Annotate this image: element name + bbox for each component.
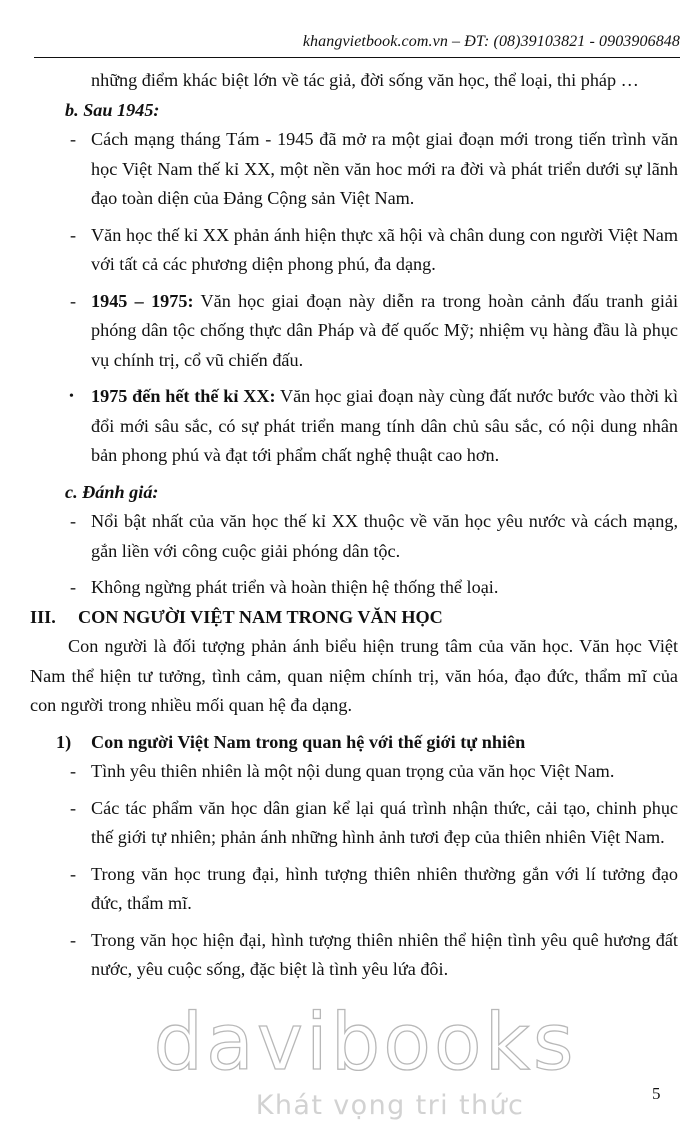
- list-item: [30, 926, 678, 985]
- item-text: Văn học thế kỉ XX phản ánh hiện thực xã hội và chân dung con người Việt Nam với tất cả các phương diện phong phú, đa dạng.: [91, 224, 678, 274]
- period-label: 1975 đến hết thế kỉ XX:: [91, 386, 276, 406]
- continuation-paragraph: những điểm khác biệt lớn về tác giả, đời sống văn học, thể loại, thi pháp …: [91, 70, 639, 90]
- subsection-heading: [30, 728, 678, 758]
- page-header: khangvietbook.com.vn – ĐT: (08)39103821 - 0903906848: [302, 33, 680, 50]
- dash-marker: -: [70, 797, 77, 818]
- item-text: Trong văn học trung đại, hình tượng thiên nhiên thường gắn với lí tưởng đạo đức, thẩm mĩ.: [91, 863, 678, 913]
- dash-marker: -: [70, 863, 77, 884]
- list-item: [30, 125, 678, 214]
- watermark-logo: davibooks: [153, 998, 577, 1088]
- page-number: 5: [652, 1084, 661, 1103]
- watermark-slogan: Khát vọng tri thức: [255, 1090, 525, 1121]
- section-c-heading: c. Đánh giá:: [65, 481, 159, 502]
- dash-marker: -: [70, 511, 77, 531]
- period-label: 1945 – 1975:: [91, 290, 194, 311]
- item-text: Trong văn học hiện đại, hình tượng thiên nhiên thể hiện tình yêu quê hương đất nước, yêu cuộc sống, đặc biệt là tình yêu lứa đôi.: [91, 929, 678, 979]
- item-text: Văn học giai đoạn này cùng đất nước bước vào thời kì đổi mới sâu sắc, có sự phát triển mang tính dân chủ sâu sắc, có nội dung nhân bản phong phú và đạt tới phẩm chất nghệ thuật cao hơn.: [91, 386, 678, 465]
- section-number: III.: [30, 606, 56, 627]
- subsection-number: 1): [56, 731, 72, 752]
- list-item: [30, 757, 678, 787]
- dash-marker: -: [70, 224, 77, 245]
- item-text: Cách mạng tháng Tám - 1945 đã mở ra một giai đoạn mới trong tiến trình văn học Việt Nam thế kỉ XX, một nền văn hoc mới ra đời và phát triển dưới sự lãnh đạo toàn diện của Đảng Cộng sản Việt Nam.: [91, 129, 678, 208]
- dash-marker: -: [70, 577, 77, 597]
- dash-marker: -: [70, 129, 77, 149]
- dash-marker: -: [70, 761, 77, 781]
- section-b-heading: b. Sau 1945:: [65, 99, 160, 120]
- intro-paragraph: Con người là đối tượng phản ánh biểu hiện trung tâm của văn học. Văn học Việt Nam thể hiện tư tưởng, tình cảm, quan niệm chính trị, văn hóa, đạo đức, thẩm mĩ của con người trong nhiều mối quan hệ đa dạng.: [30, 636, 678, 715]
- item-text: Văn học giai đoạn này diễn ra trong hoàn cảnh đấu tranh giải phóng dân tộc chống thực dân Pháp và đế quốc Mỹ; nhiệm vụ hàng đầu là phục vụ chính trị, cổ vũ chiến đấu.: [91, 290, 678, 370]
- list-item: [30, 507, 678, 566]
- list-item: [30, 221, 678, 280]
- item-text: Tình yêu thiên nhiên là một nội dung quan trọng của văn học Việt Nam.: [91, 761, 615, 781]
- section-title: CON NGƯỜI VIỆT NAM TRONG VĂN HỌC: [78, 606, 443, 627]
- list-item: [30, 860, 678, 919]
- item-text: Nổi bật nhất của văn học thế kỉ XX thuộc về văn học yêu nước và cách mạng, gắn liền với công cuộc giải phóng dân tộc.: [91, 511, 678, 561]
- page-content: [30, 66, 678, 985]
- list-item: [30, 382, 678, 471]
- list-item: [30, 573, 678, 603]
- bullet-marker: •: [69, 389, 74, 404]
- dash-marker: -: [70, 290, 77, 311]
- item-text: Không ngừng phát triển và hoàn thiện hệ thống thể loại.: [91, 577, 499, 597]
- subsection-title: Con người Việt Nam trong quan hệ với thế giới tự nhiên: [91, 731, 526, 752]
- dash-marker: -: [70, 929, 77, 950]
- section-iii-heading: [30, 603, 678, 633]
- header-rule: [34, 57, 680, 58]
- item-text: Các tác phẩm văn học dân gian kể lại quá trình nhận thức, cải tạo, chinh phục thế giới tự nhiên; phản ánh những hình ảnh tươi đẹp của thiên nhiên Việt Nam.: [91, 797, 678, 847]
- list-item: [30, 794, 678, 853]
- list-item: [30, 287, 678, 376]
